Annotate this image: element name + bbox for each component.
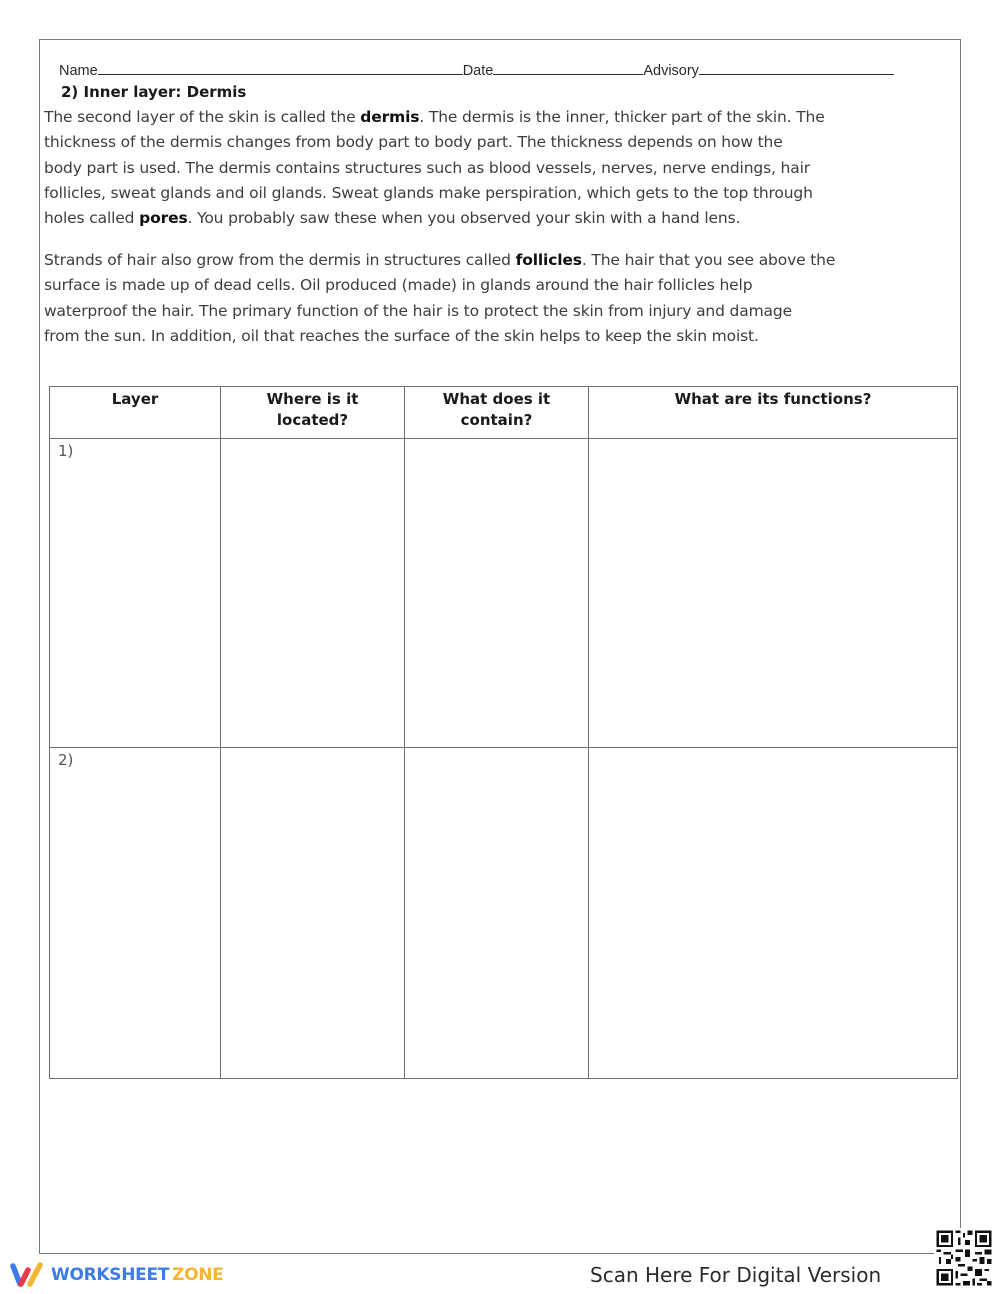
- layer-table: [49, 386, 958, 1079]
- paragraph-line: follicles, sweat glands and oil glands. Sweat glands make perspiration, which gets to the top through: [44, 183, 813, 202]
- qr-code-icon[interactable]: [934, 1228, 994, 1288]
- cell-layer[interactable]: 2): [50, 748, 221, 1079]
- brand-worksheet: WORKSHEET: [51, 1265, 170, 1285]
- table-header-row: [50, 387, 958, 439]
- worksheetzone-logo[interactable]: [9, 1260, 223, 1290]
- paragraph-line: thickness of the dermis changes from body part to body part. The thickness depends on how the: [44, 133, 783, 152]
- cell-location[interactable]: [221, 748, 405, 1079]
- paragraph-line: holes called pores. You probably saw these when you observed your skin with a hand lens.: [44, 209, 741, 228]
- name-label: Name: [59, 63, 98, 79]
- term-dermis: dermis: [360, 108, 420, 126]
- cell-layer[interactable]: 1): [50, 439, 221, 748]
- paragraph-line: The second layer of the skin is called the dermis. The dermis is the inner, thicker part of the skin. The: [44, 108, 825, 126]
- paragraph-line: from the sun. In addition, oil that reaches the surface of the skin helps to keep the skin moist.: [44, 326, 759, 345]
- cell-contents[interactable]: [405, 439, 589, 748]
- table-row: [50, 748, 958, 1079]
- cell-functions[interactable]: [589, 439, 958, 748]
- cell-functions[interactable]: [589, 748, 958, 1079]
- section-title: 2) Inner layer: Dermis: [61, 83, 247, 101]
- header-layer: Layer: [50, 387, 221, 439]
- paragraph-line: waterproof the hair. The primary function of the hair is to protect the skin from injury and damage: [44, 301, 792, 320]
- paragraph-line: surface is made up of dead cells. Oil produced (made) in glands around the hair follicles help: [44, 276, 753, 295]
- cell-location[interactable]: [221, 439, 405, 748]
- advisory-label: Advisory: [643, 63, 699, 79]
- brand-zone: ZONE: [172, 1265, 224, 1285]
- student-info-line: [59, 61, 939, 79]
- w-logo-icon: [9, 1261, 45, 1289]
- term-follicles: follicles: [515, 251, 582, 269]
- term-pores: pores: [139, 209, 188, 228]
- paragraph-line: Strands of hair also grow from the dermis in structures called follicles. The hair that you see above the: [44, 251, 836, 269]
- header-location: Where is it located?: [221, 387, 405, 439]
- advisory-field[interactable]: [699, 61, 894, 75]
- cell-contents[interactable]: [405, 748, 589, 1079]
- header-contents: What does it contain?: [405, 387, 589, 439]
- date-label: Date: [462, 63, 494, 79]
- paragraph-line: body part is used. The dermis contains structures such as blood vessels, nerves, nerve endings, hair: [44, 158, 810, 177]
- date-field[interactable]: [493, 61, 643, 75]
- hair-follicles-paragraph: [44, 248, 944, 349]
- header-functions: What are its functions?: [589, 387, 958, 439]
- name-field[interactable]: [98, 61, 463, 75]
- dermis-paragraph: [44, 105, 944, 231]
- table-row: [50, 439, 958, 748]
- scan-instruction: Scan Here For Digital Version: [590, 1263, 882, 1287]
